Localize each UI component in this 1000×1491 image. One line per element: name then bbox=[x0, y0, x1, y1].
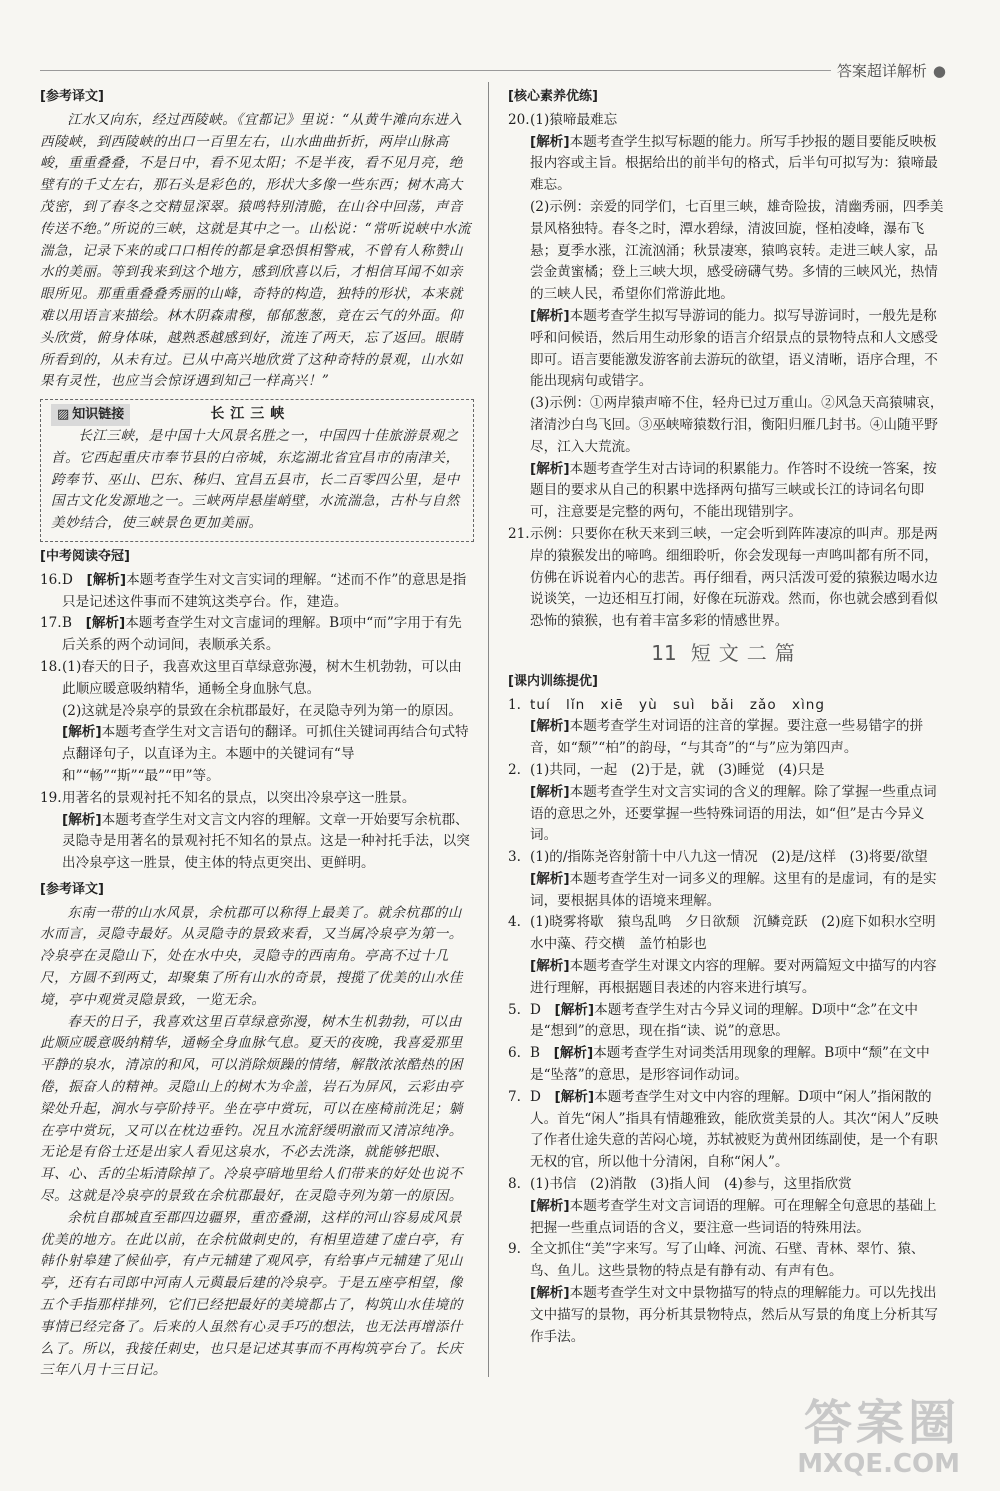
question-19: 19. 用著名的景观衬托不知名的景点，以突出冷泉亭这一胜景。 [ 解析 ] 本题考查学生对文言文内容的理解。文章一开始要写余杭郡、灵隐寺是用著名的景观衬托不知名的景点。这是一种衬托手法，以突出冷泉亭这一胜景，使主体的特点更突出、更鲜明。 bbox=[40, 788, 474, 875]
column-divider bbox=[488, 82, 489, 1377]
question-5: 5. D [ 解析 ] 本题考查学生对古今异义词的理解。D项中“念”在文中是“想到”的意思，现在指“读、说”的意思。 bbox=[508, 1000, 946, 1044]
knowledge-box bbox=[40, 399, 474, 542]
question-20: 20. (1)猿啼最难忘 [ 解析 ] 本题考查学生拟写标题的能力。所写手抄报的题目要能反映板报内容或主旨。根据给出的前半句的格式，后半句可拟写为：猿啼最难忘。 (2)示例：亲爱的同学们，七百里三峡，雄奇险拔，清幽秀丽，四季美景风格独特。春冬之时，潭水碧绿，清波回旋，怪柏凌峰，瀑布飞悬；夏季水涨，江流汹涌；秋景凄寒，猿鸣哀转。走进三峡人家，品尝金黄蜜橘；登上三峡大坝，感受磅礴气势。多情的三峡风光，热情的三峡人民，希望你们常游此地。 [ 解析 ] 本题考查学生拟写导游词的能力。拟写导游词时，一般先是称呼和问候语，然后用生动形象的语言介绍景点的景物特点和人文感受即可。语言要能激发游客前去游玩的欲望，语义清晰，语序合理，不能出现病句或错字。 (3)示例：①两岸猿声啼不住，轻舟已过万重山。②风急天高猿啸哀，渚清沙白鸟飞回。③巫峡啼猿数行泪，衡阳归雁几封书。④山随平野尽，江入大荒流。 [ 解析 ] 本题考查学生对古诗词的积累能力。作答时不设统一答案，按题目的要求从自己的积累中选择两句描写三峡或长江的诗词名句即可，注意要是完整的两句，不能出现错别字。 bbox=[508, 110, 946, 524]
section-heading: [ 核心素养优练 ] bbox=[508, 86, 946, 108]
section-heading: [ 中考阅读夺冠 ] bbox=[40, 546, 474, 568]
header-rule bbox=[40, 70, 860, 71]
section-heading: [ 课内训练提优 ] bbox=[508, 671, 946, 693]
knowledge-text: 长江三峡，是中国十大风景名胜之一，中国四十佳旅游景观之首。它西起重庆市奉节县的白帝城，东迄湖北省宜昌市的南津关，跨奉节、巫山、巴东、秭归、宜昌五县市，长二百零四公里，是中国古文化发源地之一。三峡两岸悬崖峭壁，水流湍急，古朴与自然美妙结合，使三峡景色更加美丽。 bbox=[51, 427, 460, 532]
right-column bbox=[508, 82, 950, 1348]
lesson-title: 11 短文二篇 bbox=[651, 640, 803, 665]
reference-translation-1: 江水又向东，经过西陵峡。《宜都记》里说：“从黄牛滩向东进入西陵峡，到西陵峡的出口一百里左右，山水曲曲折折，两岸山脉高峻，重重叠叠，不是日中，看不见太阳；不是半夜，看不见月亮，绝壁有的千丈左右，那石头是彩色的，形状大多像一些东西；树木高大茂密，到了春冬之交精显深翠。猿鸣特别清脆，在山谷中回荡，声音传送不绝。”所说的三峡，这就是其中之一。山松说：“常听说峡中水流湍急，记录下来的或口口相传的都是拿恐惧相警戒，不曾有人称赞山水的美丽。等到我来到这个地方，感到欣喜以后，才相信耳闻不如亲眼所见。那重重叠叠秀丽的山峰，奇特的构造，独特的形状，本来就难以用语言来描绘。林木阴森肃穆，郁郁葱葱，竟在云气的外面。仰头欣赏，俯身体味，越熟悉越感到好，流连了两天，忘了返回。眼睛所看到的，从未有过。已从中高兴地欣赏了这种奇特的景观，山水如果有灵性，也应当会惊讶遇到知己一样高兴！” bbox=[40, 111, 471, 390]
section-heading: [ 参考译文 ] bbox=[40, 86, 474, 108]
question-2: 2. (1)共同，一起 (2)于是，就 (3)睡觉 (4)只是 [ 解析 ] 本题考查学生对文言实词的含义的理解。除了掌握一些重点词语的意思之外，还要掌握一些特殊词语的用法，如“但”是古今异义词。 bbox=[508, 760, 946, 847]
knowledge-label: ▨ 知识链接 bbox=[51, 404, 130, 426]
header-title: 答案超详解析 ● bbox=[831, 60, 952, 81]
question-6: 6. B [ 解析 ] 本题考查学生对词类活用现象的理解。B项中“颓”在文中是“坠落”的意思，是形容词作动词。 bbox=[508, 1043, 946, 1087]
question-18: 18. (1)春天的日子，我喜欢这里百草绿意弥漫，树木生机勃勃，可以由此顺应暖意吸纳精华，通畅全身血脉气息。 (2)这就是冷泉亭的景致在余杭郡最好，在灵隐寺列为第一的原因。 [ 解析 ] 本题考查学生对文言语句的翻译。可抓住关键词再结合句式特点翻译句子，以直译为主。本题中的关键词有“导和”“畅”“斯”“最”“甲”等。 bbox=[40, 657, 474, 788]
question-21: 21. 示例：只要你在秋天来到三峡，一定会听到阵阵凄凉的叫声。那是两岸的猿猴发出的啼鸣。细细聆听，你会发现每一声鸣叫都有所不同，仿佛在诉说着内心的悲苦。再仔细看，两只活泼可爱的猿猴边喝水边说谈笑，一边还相互打闹，好像在玩游戏。然而，你也就会感到看似恐怖的猿猴，也有着丰富多彩的情感世界。 bbox=[508, 525, 938, 630]
left-column bbox=[40, 82, 474, 1382]
question-4: 4. (1)晓雾将歇 猿鸟乱鸣 夕日欲颓 沉鳞竞跃 (2)庭下如积水空明 水中藻、荇交横 盖竹柏影也 [ 解析 ] 本题考查学生对课文内容的理解。要对两篇短文中描写的内容进行理解，再根据题目表述的内容来进行填写。 bbox=[508, 912, 946, 999]
question-1: 1. tuí lǐn xiē yù suì bǎi zǎo xìng [ 解析 ] 本题考查学生对词语的注音的掌握。要注意一些易错字的拼音，如“颓”“柏”的韵母，“与其奇”的“与”应为第四声。 bbox=[508, 695, 946, 760]
section-heading: [ 参考译文 ] bbox=[40, 879, 474, 901]
watermark-logo: 答案圈 MXQE.COM bbox=[797, 1395, 960, 1479]
question-17: 17. B [ 解析 ] 本题考查学生对文言虚词的理解。B项中“而”字用于有先后关系的两个动词间，表顺承关系。 bbox=[40, 613, 474, 657]
knowledge-title: 长江三峡 bbox=[210, 406, 291, 423]
question-9: 9. 全文抓住“美”字来写。写了山峰、河流、石壁、青林、翠竹、猿、鸟、鱼儿。这些景物的特点是有静有动、有声有色。 [ 解析 ] 本题考查学生对文中景物描写的特点的理解能力。可以先找出文中描写的景物，再分析其景物特点，然后从写景的角度上分析其写作手法。 bbox=[508, 1239, 946, 1348]
reference-translation-2: 东南一带的山水风景，余杭郡可以称得上最美了。就余杭郡的山水而言，灵隐寺最好。从灵隐寺的景致来看，又当属冷泉亭为第一。冷泉亭在灵隐山下，处在水中央，灵隐寺的西南角。亭高不过十几尺，方圆不到两丈，却聚集了所有山水的奇景，搜揽了优美的山水佳境，亭中观赏灵隐景致，一览无余。 春天的日子，我喜欢这里百草绿意弥漫，树木生机勃勃，可以由此顺应暖意吸纳精华，通畅全身血脉气息。夏天的夜晚，我喜爱那里平静的泉水，清凉的和风，可以消除烦躁的情绪，解散浓浓酷热的困倦，振奋人的精神。灵隐山上的树木为伞盖，岩石为屏风，云彩由亭梁处升起，涧水与亭阶持平。坐在亭中赏玩，可以在座椅前洗足；躺在亭中赏玩，又可以在枕边垂钓。况且水流舒缓明澈而又清凉纯净。无论是有俗士还是出家人看见这泉水，不必去洗涤，就能够把眼、耳、心、舌的尘垢清除掉了。冷泉亭暗地里给人们带来的好处也说不尽。这就是冷泉亭的景致在余杭郡最好，在灵隐寺列为第一的原因。 余杭自郡城直至郡四边疆界，重峦叠湖，这样的河山容易成风景优美的地方。在此以前，在余杭做刺史的，有相里造建了虚白亭，有韩仆射皋建了候仙亭，有卢元辅建了观风亭，有给事卢元辅建了见山亭，还有右司郎中河南人元藇最后建的冷泉亭。于是五座亭相望，像五个手指那样排列，它们已经把最好的美境都占了，构筑山水佳境的事情已经完备了。后来的人虽然有心灵手巧的想法，也无法再增添什么了。所以，我接任刺史，也只是记述其事而不再构筑亭台了。长庆三年八月十三日记。 bbox=[40, 904, 463, 1379]
question-16: 16. D [ 解析 ] 本题考查学生对文言实词的理解。“述而不作”的意思是指只是记述这件事而不建筑这类亭台。作，建造。 bbox=[40, 570, 474, 614]
question-3: 3. (1)的/指陈尧咨射箭十中八九这一情况 (2)是/这样 (3)将要/欲望 [ 解析 ] 本题考查学生对一词多义的理解。这里有的是虚词，有的是实词，要根据具体的语境来理解。 bbox=[508, 847, 946, 912]
question-7: 7. D [ 解析 ] 本题考查学生对文中内容的理解。D项中“闲人”指闲散的人。首先“闲人”指具有情趣雅致，能欣赏美景的人。其次“闲人”反映了作者仕途失意的苦闷心境，苏轼被贬为黄州团练副使，是一个有职无权的官，所以他十分清闲，自称“闲人”。 bbox=[508, 1087, 946, 1174]
question-8: 8. (1)书信 (2)消散 (3)指人间 (4)参与，这里指欣赏 [ 解析 ] 本题考查学生对文言词语的理解。可在理解全句意思的基础上把握一些重点词语的含义，要注意一些词语的特殊用法。 bbox=[508, 1174, 946, 1239]
